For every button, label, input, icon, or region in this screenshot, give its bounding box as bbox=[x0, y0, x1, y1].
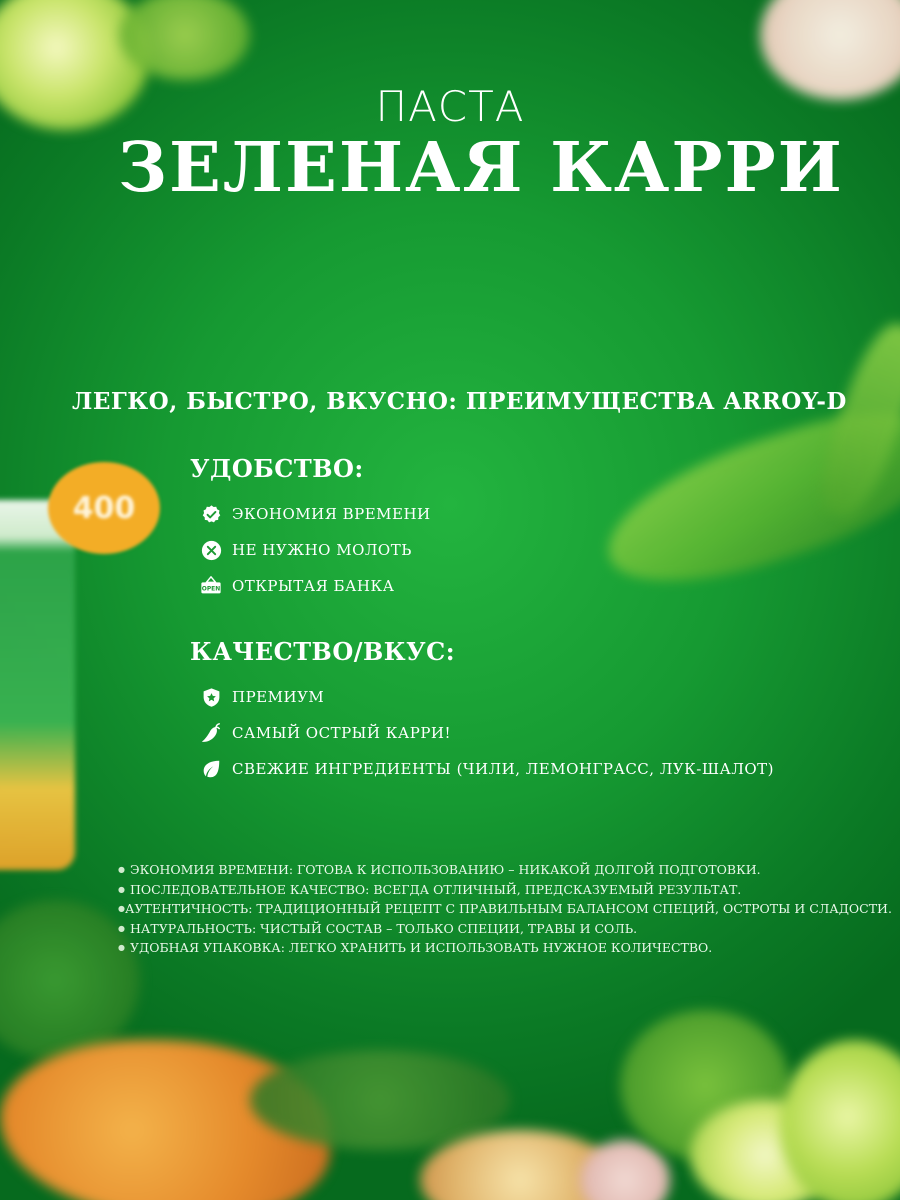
brand-name: ARROY-D bbox=[723, 388, 847, 415]
bullet-dot: ● bbox=[118, 923, 125, 933]
list-item bbox=[118, 938, 818, 958]
herbs-bottom-center-image bbox=[250, 1050, 510, 1150]
x-circle-icon bbox=[200, 539, 222, 561]
feature-item bbox=[200, 720, 451, 746]
feature-item bbox=[200, 756, 774, 782]
open-sign-icon-text: OPEN bbox=[201, 585, 221, 593]
bullet-dot: ● bbox=[118, 904, 125, 913]
product-jar-image bbox=[0, 500, 75, 870]
lime-far-right-image bbox=[780, 1040, 900, 1200]
feature-label: СВЕЖИЕ ИНГРЕДИЕНТЫ (ЧИЛИ, ЛЕМОНГРАСС, ЛУК-ШАЛОТ) bbox=[232, 760, 774, 778]
section-heading-convenience: УДОБСТВО: bbox=[190, 454, 364, 483]
tagline-text: ЛЕГКО, БЫСТРО, ВКУСНО: ПРЕИМУЩЕСТВА bbox=[72, 388, 724, 415]
bullet-dot: ● bbox=[118, 865, 125, 874]
list-item bbox=[118, 860, 818, 880]
list-item-text: АУТЕНТИЧНОСТЬ: ТРАДИЦИОННЫЙ РЕЦЕПТ С ПРАВИЛЬНЫМ БАЛАНСОМ СПЕЦИЙ, ОСТРОТЫ И СЛАДОСТИ. bbox=[124, 901, 892, 916]
feature-label: НЕ НУЖНО МОЛОТЬ bbox=[232, 541, 412, 559]
weight-badge-value: 400 bbox=[72, 490, 136, 526]
feature-label: ЭКОНОМИЯ ВРЕМЕНИ bbox=[232, 505, 431, 523]
section-heading-quality: КАЧЕСТВО/ВКУС: bbox=[190, 637, 456, 666]
list-item-text: ПОСЛЕДОВАТЕЛЬНОЕ КАЧЕСТВО: ВСЕГДА ОТЛИЧНЫЙ, ПРЕДСКАЗУЕМЫЙ РЕЗУЛЬТАТ. bbox=[130, 881, 742, 897]
list-item bbox=[118, 919, 818, 939]
list-item-text: ЭКОНОМИЯ ВРЕМЕНИ: ГОТОВА К ИСПОЛЬЗОВАНИЮ – НИКАКОЙ ДОЛГОЙ ПОДГОТОВКИ. bbox=[130, 862, 761, 877]
check-badge-icon bbox=[200, 503, 222, 525]
feature-item bbox=[200, 537, 412, 563]
list-item bbox=[118, 899, 892, 919]
feature-item bbox=[200, 501, 431, 527]
benefits-list bbox=[118, 860, 892, 958]
bullet-dot: ● bbox=[118, 943, 125, 952]
weight-badge bbox=[48, 462, 160, 554]
feature-label: ОТКРЫТАЯ БАНКА bbox=[232, 577, 395, 595]
list-item-text: УДОБНАЯ УПАКОВКА: ЛЕГКО ХРАНИТЬ И ИСПОЛЬЗОВАТЬ НУЖНОЕ КОЛИЧЕСТВО. bbox=[130, 940, 713, 955]
tagline bbox=[72, 388, 847, 415]
feature-item bbox=[200, 684, 324, 710]
chili-icon bbox=[200, 722, 222, 744]
leaf-icon bbox=[200, 758, 222, 780]
list-item bbox=[118, 880, 818, 900]
feature-label: САМЫЙ ОСТРЫЙ КАРРИ! bbox=[232, 724, 452, 742]
bullet-dot: ● bbox=[118, 884, 125, 894]
open-sign-icon bbox=[200, 575, 222, 597]
product-title: ЗЕЛЕНАЯ КАРРИ bbox=[118, 128, 844, 208]
list-item-text: НАТУРАЛЬНОСТЬ: ЧИСТЫЙ СОСТАВ – ТОЛЬКО СПЕЦИИ, ТРАВЫ И СОЛЬ. bbox=[130, 920, 638, 936]
star-shield-icon bbox=[200, 686, 222, 708]
title-line-1: ПАСТА bbox=[375, 82, 525, 131]
feature-item bbox=[200, 573, 394, 599]
feature-label: ПРЕМИУМ bbox=[232, 688, 325, 706]
